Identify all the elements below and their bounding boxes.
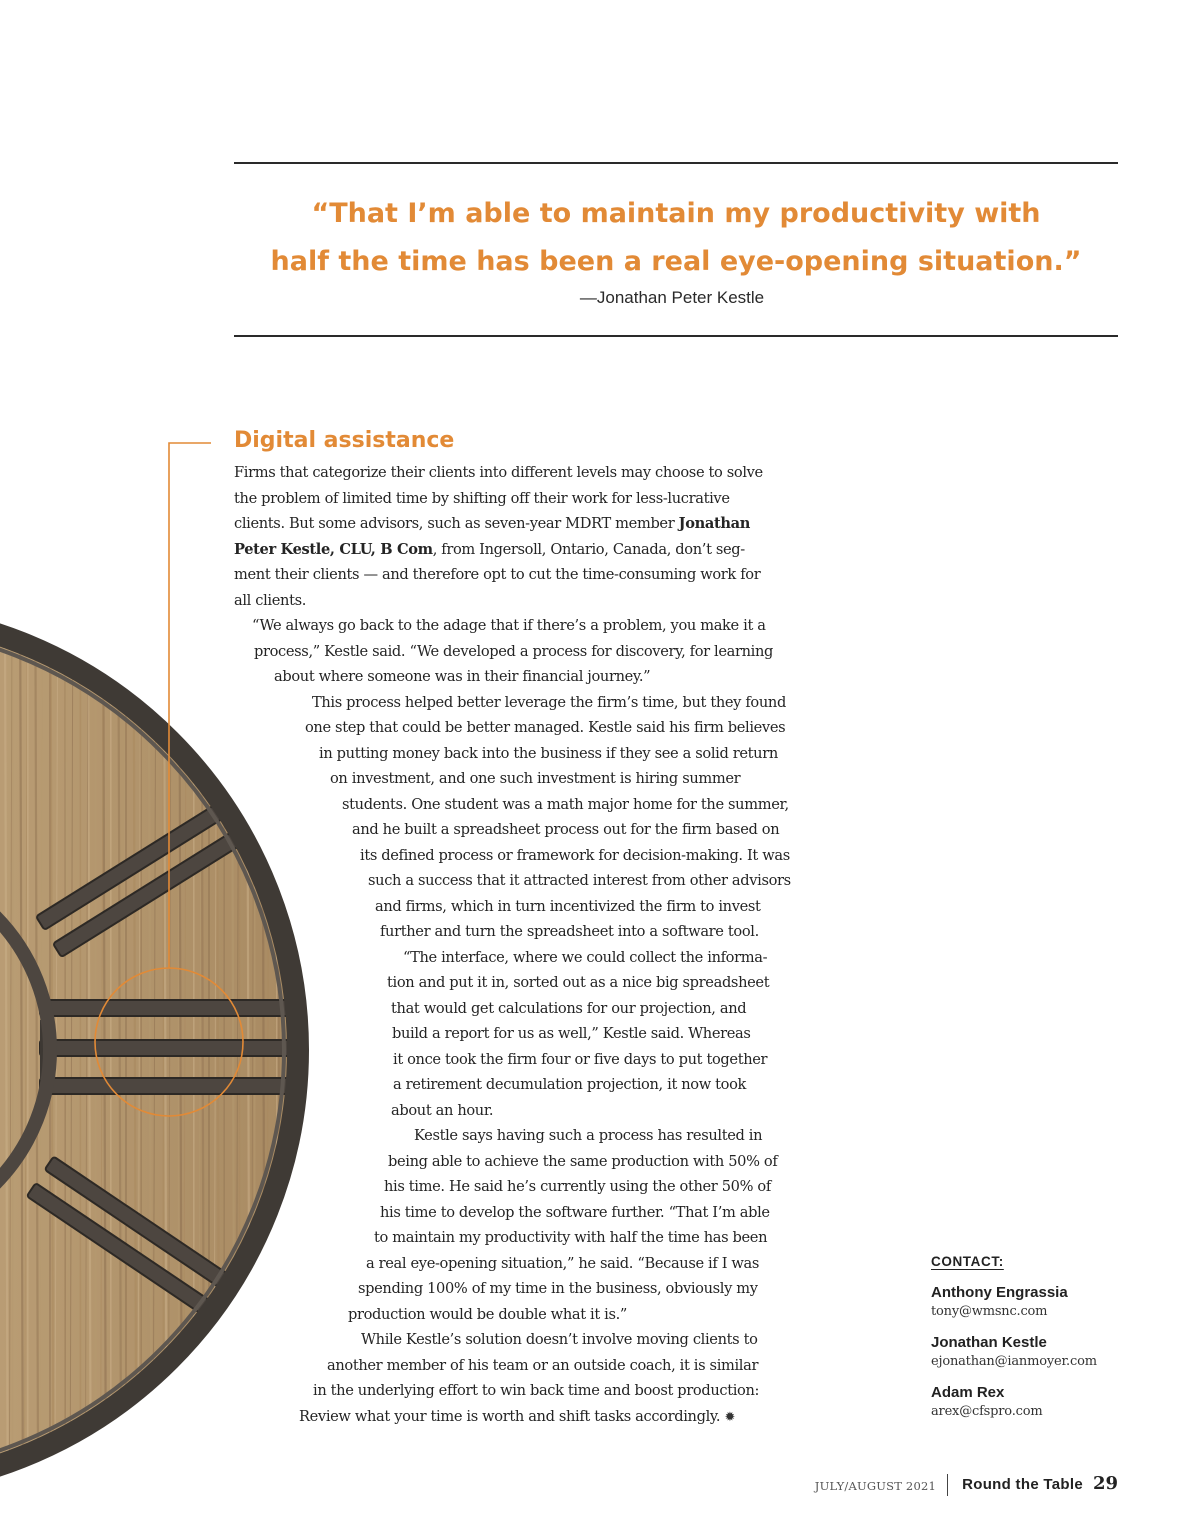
body-line: Kestle says having such a process has resulted in xyxy=(414,1127,763,1144)
body-line: being able to achieve the same production with 50% of xyxy=(388,1152,778,1170)
footer-issue: JULY/AUGUST 2021 xyxy=(814,1479,936,1493)
body-line: all clients. xyxy=(234,591,307,609)
pull-quote-line: “That I’m able to maintain my productivity with xyxy=(311,198,1041,229)
body-line: one step that could be better managed. Kestle said his firm believes xyxy=(305,719,786,736)
footer-divider xyxy=(947,1474,948,1496)
body-line: Firms that categorize their clients into different levels may choose to solve xyxy=(234,464,763,481)
contact-item xyxy=(931,1383,1171,1421)
contact-email: arex@cfspro.com xyxy=(931,1404,1043,1419)
body-line: production would be double what it is.” xyxy=(348,1305,628,1323)
end-mark-icon: ✹ xyxy=(724,1409,735,1425)
contact-name: Adam Rex xyxy=(931,1384,1005,1401)
body-line: students. One student was a math major home for the summer, xyxy=(342,795,789,813)
advisor-name: Peter Kestle, CLU, B Com xyxy=(234,540,433,558)
body-line xyxy=(234,511,750,536)
body-line: and he built a spreadsheet process out for the firm based on xyxy=(352,821,780,838)
body-line: ment their clients — and therefore opt to cut the time-consuming work for xyxy=(234,566,761,583)
body-line: and firms, which in turn incentivized the firm to invest xyxy=(375,897,761,915)
body-line: in putting money back into the business if they see a solid return xyxy=(319,744,778,762)
body-line xyxy=(234,537,745,562)
body-line: This process helped better leverage the firm’s time, but they found xyxy=(312,693,786,711)
pull-quote-line: half the time has been a real eye-opening situation.” xyxy=(270,246,1082,277)
body-line: that would get calculations for our projection, and xyxy=(391,999,747,1017)
body-line: “We always go back to the adage that if there’s a problem, you make it a xyxy=(252,617,766,634)
body-line: on investment, and one such investment is hiring summer xyxy=(330,770,741,787)
contact-name: Jonathan Kestle xyxy=(931,1334,1047,1351)
body-line: process,” Kestle said. “We developed a process for discovery, for learning xyxy=(254,642,774,660)
body-line: While Kestle’s solution doesn’t involve moving clients to xyxy=(361,1331,758,1348)
body-line: build a report for us as well,” Kestle said. Whereas xyxy=(392,1025,751,1042)
top-rule xyxy=(234,162,1118,164)
contact-label: CONTACT: xyxy=(931,1254,1004,1269)
footer-magazine: Round the Table xyxy=(962,1476,1083,1493)
body-line: the problem of limited time by shifting off their work for less-lucrative xyxy=(234,489,730,507)
contact-box xyxy=(931,1254,1171,1433)
body-line: his time. He said he’s currently using the other 50% of xyxy=(384,1178,771,1195)
body-line: it once took the firm four or five days to put together xyxy=(393,1050,768,1068)
body-line: to maintain my productivity with half the time has been xyxy=(374,1229,768,1246)
body-line: about an hour. xyxy=(391,1101,494,1119)
body-text: Review what your time is worth and shift tasks accordingly. xyxy=(299,1407,721,1425)
body-line: its defined process or framework for decision-making. It was xyxy=(360,846,790,864)
body-line: his time to develop the software further. “That I’m able xyxy=(380,1203,770,1221)
body-line: about where someone was in their financial journey.” xyxy=(274,668,651,685)
bottom-rule xyxy=(234,335,1118,337)
pull-quote-attribution: —Jonathan Peter Kestle xyxy=(579,288,765,307)
page-number: 29 xyxy=(1092,1473,1118,1494)
clock-face xyxy=(0,560,318,1535)
page-footer xyxy=(600,1474,1118,1498)
body-line: spending 100% of my time in the business, obviously my xyxy=(358,1280,758,1297)
contact-item xyxy=(931,1333,1171,1371)
body-text: , from Ingersoll, Ontario, Canada, don’t seg- xyxy=(432,540,745,558)
body-line: further and turn the spreadsheet into a software tool. xyxy=(380,923,759,940)
advisor-name: Jonathan xyxy=(678,515,750,532)
contact-email: ejonathan@ianmoyer.com xyxy=(931,1354,1097,1369)
section-heading: Digital assistance xyxy=(234,428,455,453)
body-line: another member of his team or an outside coach, it is similar xyxy=(327,1356,759,1374)
contact-name: Anthony Engrassia xyxy=(931,1284,1068,1301)
pull-quote xyxy=(234,190,1118,286)
body-line: tion and put it in, sorted out as a nice big spreadsheet xyxy=(387,974,770,991)
contact-item xyxy=(931,1283,1171,1321)
body-line: in the underlying effort to win back time and boost production: xyxy=(313,1382,760,1399)
body-line: a retirement decumulation projection, it now took xyxy=(393,1076,747,1093)
contact-email: tony@wmsnc.com xyxy=(931,1304,1048,1319)
body-line: such a success that it attracted interest from other advisors xyxy=(368,872,791,889)
body-line xyxy=(299,1404,735,1429)
body-text: clients. But some advisors, such as seven-year MDRT member xyxy=(234,515,679,532)
body-line: a real eye-opening situation,” he said. “Because if I was xyxy=(366,1254,760,1272)
body-line: “The interface, where we could collect the informa- xyxy=(403,948,768,966)
